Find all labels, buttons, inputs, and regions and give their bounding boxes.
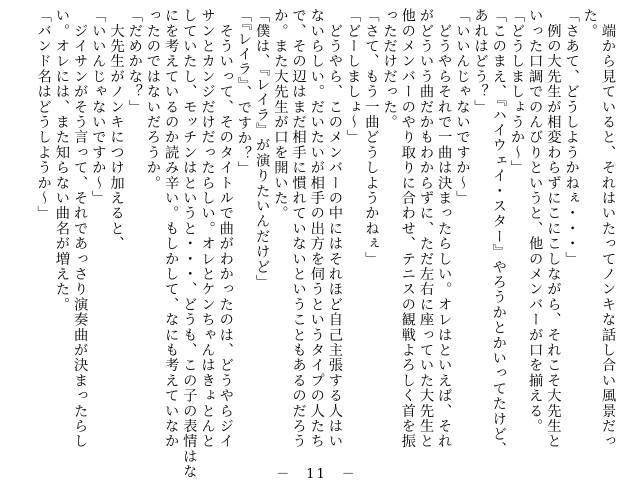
text-line: い。オレには、また知らない曲名が増えた。: [53, 8, 70, 312]
text-line: 「『レイラ』、ですか？」: [235, 8, 252, 177]
text-line: どうやらそれで一曲は決まったらしい。オレはといえば、それ: [436, 8, 453, 449]
text-line: 「どーしましょ～」: [345, 8, 362, 145]
text-line: 「いいんじゃないですか～」: [90, 8, 107, 206]
text-line: 「いいんじゃないですか～」: [454, 8, 471, 206]
text-line: していたし、モッチンはというと・・・、どうも、この子の表情はな: [181, 8, 198, 480]
text-line: か。また大先生が口を開いた。: [272, 8, 289, 221]
text-line: 「さて、もう一曲どうしようかねぇ」: [363, 8, 380, 267]
text-line: ったのではないだろうか。: [144, 8, 161, 191]
text-line: にを考えているのか読み辛い。もしかして、なにも考えていなか: [163, 8, 180, 449]
text-line: た。: [581, 8, 598, 39]
page-number: － 11 －: [276, 467, 357, 482]
text-line: がどういう曲だかもわからずに、ただ左右に座っていた大先生と: [417, 8, 434, 449]
text-line: 「このまえ、『ハイウェイ・スター』やろうかとかいってたけど、: [490, 8, 507, 457]
text-line: 「だめかな？」: [126, 8, 143, 115]
text-line: そういって、そのタイトルで曲がわかったのは、どうやらジイ: [217, 8, 234, 449]
text-line: 端から見ていると、それはいたってノンキな話し合い風景だっ: [600, 8, 616, 449]
text-line: 例の大先生が相変わらずにこにこしながら、それこそ大先生と: [545, 8, 562, 449]
text-line: 「どうしましょうか～」: [508, 8, 525, 176]
text-line: サンとカンジだけだったらしい。オレとケンちゃんはきょとんと: [199, 8, 216, 449]
text-line: っただけだった。: [381, 8, 398, 130]
text-line: ジイサンがそう言って、それであっさり演奏曲が決まったらし: [72, 8, 89, 449]
text-line: 大先生がノンキにつけ加えると、: [108, 8, 125, 252]
text-line: どうやら、このメンバーの中にはそれほど自己主張する人はい: [326, 8, 343, 449]
text-line: で、その辺はまだ相手に慣れていないということもあるのだろう: [290, 8, 307, 449]
text-line: いった口調でのんびりというと、他のメンバーが口を揃える。: [527, 8, 544, 434]
text-line: 他のメンバーのやり取りに合わせ、テニスの観戦よろしく首を振: [399, 8, 416, 449]
text-line: 「バンド名はどうしようか～」: [35, 8, 52, 221]
text-line: あれはどう？」: [472, 8, 489, 115]
text-line: 「さあて、どうしようかねぇ・・・」: [563, 8, 580, 267]
text-line: 「僕は、『レイラ』が演りたいんだけど」: [254, 8, 271, 290]
text-line: ないらしい。だいたいが相手の出方を伺うというタイプの人たち: [308, 8, 325, 449]
